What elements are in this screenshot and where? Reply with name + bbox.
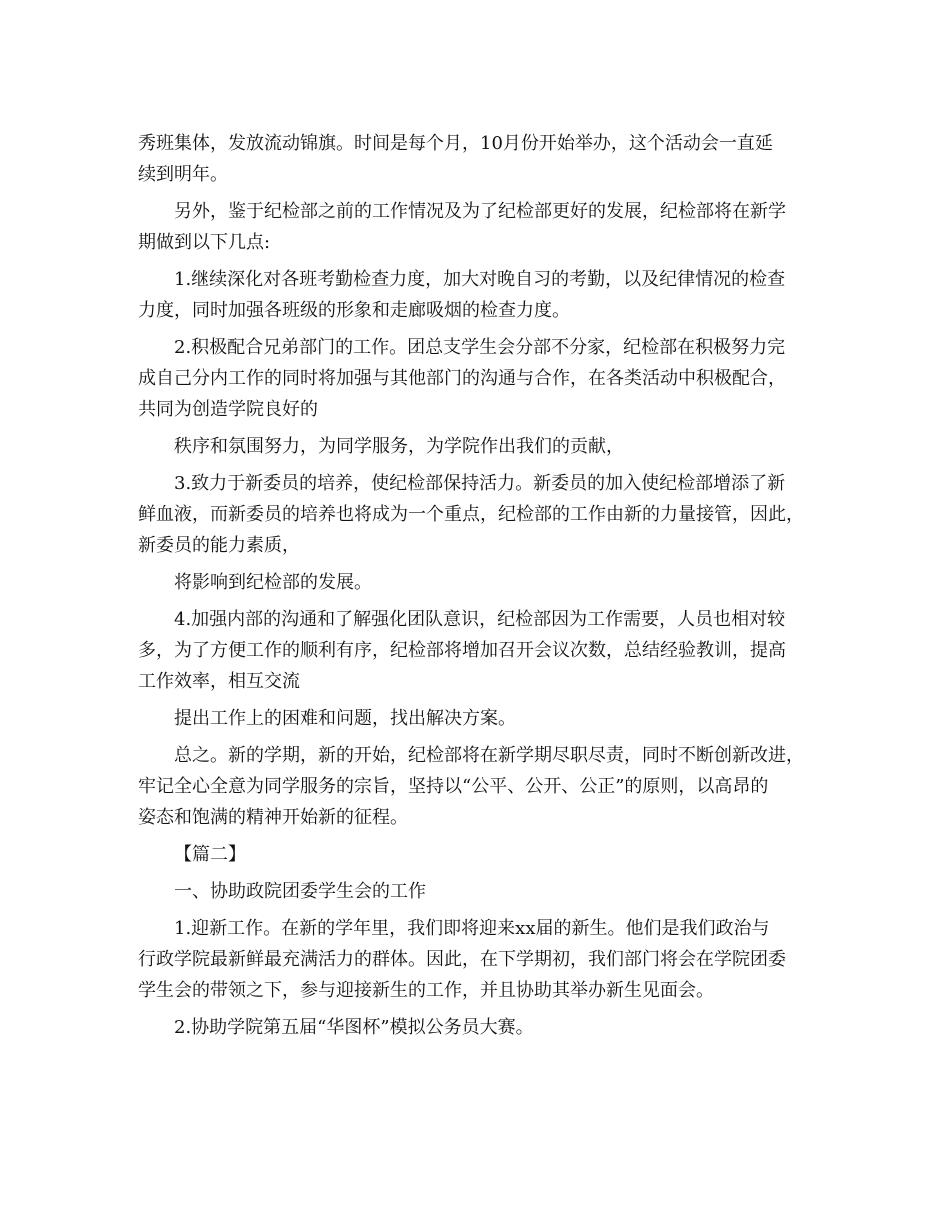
paragraph-4: 2.积极配合兄弟部门的工作。团总支学生会分部不分家，纪检部在积极努力完 成自己分内工作的同时将加强与其他部门的沟通与合作，在各类活动中积极配合， 共同为创造学院良好的 <box>138 337 786 420</box>
paragraph-5: 秩序和氛围努力，为同学服务，为学院作出我们的贡献， <box>174 436 624 457</box>
paragraph-9: 提出工作上的困难和问题，找出解决方案。 <box>174 708 516 729</box>
document-body <box>138 128 818 1049</box>
paragraph-2: 另外，鉴于纪检部之前的工作情况及为了纪检部更好的发展，纪检部将在新学 期做到以下几点: <box>138 201 786 253</box>
section-heading-part-two: 【篇二】 <box>174 844 246 865</box>
paragraph-3: 1.继续深化对各班考勤检查力度，加大对晚自习的考勤，以及纪律情况的检查 力度，同时加强各班级的形象和走廊吸烟的检查力度。 <box>138 269 786 321</box>
paragraph-7: 将影响到纪检部的发展。 <box>174 572 372 593</box>
paragraph-8: 4.加强内部的沟通和了解强化团队意识，纪检部因为工作需要，人员也相对较 多，为了方便工作的顺利有序，纪检部将增加召开会议次数，总结经验教训，提高 工作效率，相互交流 <box>138 609 786 692</box>
paragraph-10: 总之。新的学期，新的开始，纪检部将在新学期尽职尽责，同时不断创新改进， 牢记全心全意为同学服务的宗旨，坚持以“公平、公开、公正”的原则，以高昂的 姿态和饱满的精神开始新的征程。 <box>138 745 804 828</box>
section-subheading: 一、协助政院团委学生会的工作 <box>174 881 426 902</box>
paragraph-14: 2.协助学院第五届“华图杯”模拟公务员大赛。 <box>174 1017 534 1038</box>
paragraph-13: 1.迎新工作。在新的学年里，我们即将迎来xx届的新生。他们是我们政治与 行政学院最新鲜最充满活力的群体。因此，在下学期初，我们部门将会在学院团委 学生会的带领之下，参与迎接新生的工作，并且协助其举办新生见面会。 <box>138 918 786 1001</box>
paragraph-6: 3.致力于新委员的培养，使纪检部保持活力。新委员的加入使纪检部增添了新 鲜血液，而新委员的培养也将成为一个重点，纪检部的工作由新的力量接管，因此， 新委员的能力素质， <box>138 473 804 556</box>
paragraph-1: 秀班集体，发放流动锦旗。时间是每个月，10月份开始举办，这个活动会一直延 续到明年。 <box>138 133 773 185</box>
